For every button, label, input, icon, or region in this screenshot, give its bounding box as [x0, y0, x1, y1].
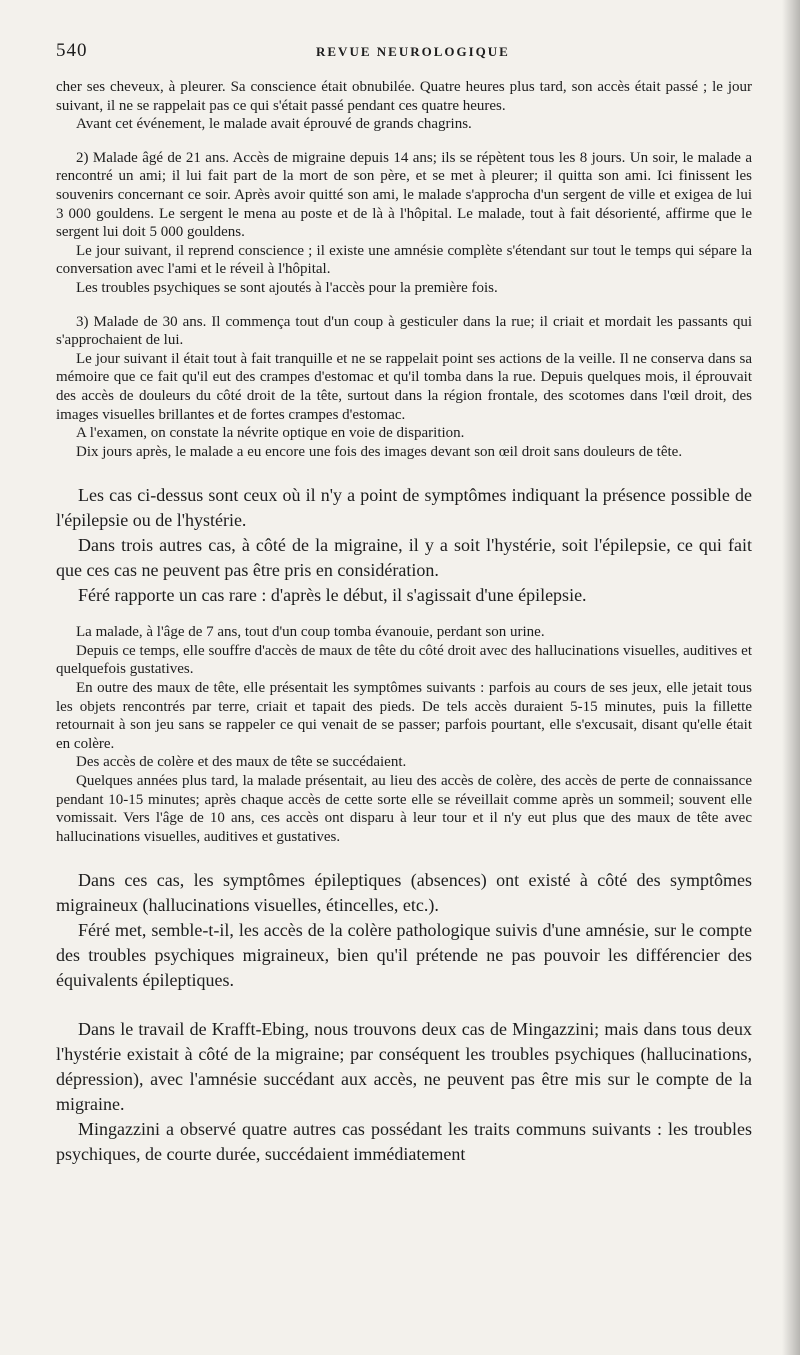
paragraph: Quelques années plus tard, la malade présentait, au lieu des accès de colère, des accès de perte de connaissance pendant 10-15 minutes; après chaque accès de cette sorte elle se réveillait comme après un sommeil; souvent elle vomissait. Vers l'âge de 10 ans, ces accès ont disparu à leur tour et il n'y eut plus que des maux de tête avec hallucinations visuelles, auditives et gustatives. [56, 773, 752, 845]
page-body [56, 78, 752, 1167]
paragraph: Féré met, semble-t-il, les accès de la colère pathologique suivis d'une amnésie, sur le compte des troubles psychiques migraineux, bien qu'il prétende ne pas pouvoir les différencier des équivalents épileptiques. [56, 920, 752, 991]
paragraph: 3) Malade de 30 ans. Il commença tout d'un coup à gesticuler dans la rue; il criait et mordait les passants qui s'approchaient de lui. [56, 313, 752, 349]
paragraph: Mingazzini a observé quatre autres cas possédant les traits communs suivants : les troubles psychiques, de courte durée, succédaient immédiatement [56, 1119, 752, 1165]
paragraph: Des accès de colère et des maux de tête se succédaient. [76, 754, 407, 771]
case-block-fere [56, 623, 752, 846]
paragraph: cher ses cheveux, à pleurer. Sa conscience était obnubilée. Quatre heures plus tard, son accès était passé ; le jour suivant, il ne se rappelait pas ce qui s'était passé pendant ces quatre heures. [56, 79, 752, 114]
page-edge-shadow [782, 0, 800, 1355]
case-block-1 [56, 78, 752, 461]
running-title: REVUE NEUROLOGIQUE [316, 44, 510, 59]
paragraph: Le jour suivant, il reprend conscience ; il existe une amnésie complète s'étendant sur tout le temps qui sépare la conversation avec l'ami et le réveil à l'hôpital. [56, 242, 752, 278]
paragraph: Le jour suivant il était tout à fait tranquille et ne se rappelait point ses actions de la veille. Il ne conserva dans sa mémoire que ce fait qu'il eut des crampes d'estomac et qu'il tomba dans la rue. Depuis quelques mois, il éprouvait des accès de douleurs du côté droit de la tête, surtout dans la région frontale, des scotomes dans l'œil droit, des images visuelles brillantes et de fortes crampes d'estomac. [56, 350, 752, 423]
paragraph: Dans ces cas, les symptômes épileptiques (absences) ont existé à côté des symptômes migraineux (hallucinations visuelles, étincelles, etc.). [56, 870, 752, 916]
paragraph: Dans le travail de Krafft-Ebing, nous trouvons deux cas de Mingazzini; mais dans tous deux l'hystérie existait à côté de la migraine; par conséquent les troubles psychiques (hallucinations, dépression), avec l'amnésie succédant aux accès, ne peuvent pas être mis sur le compte de la migraine. [56, 1019, 752, 1115]
paragraph: En outre des maux de tête, elle présentait les symptômes suivants : parfois au cours de ses jeux, elle jetait tous les objets rencontrés par terre, criait et tapait des pieds. De tels accès duraient 5-15 minutes, puis la fillette retournait à son jeu sans se rappeler ce qui venait de se passer; parfois pourtant, elle s'excusait, disant qu'elle était en colère. [56, 680, 752, 752]
commentary-block-2 [56, 868, 752, 1167]
paragraph: Les cas ci-dessus sont ceux où il n'y a point de symptômes indiquant la présence possible de l'épilepsie ou de l'hystérie. [56, 485, 752, 531]
commentary-block-1 [56, 483, 752, 608]
paragraph: Les troubles psychiques se sont ajoutés à l'accès pour la première fois. [76, 279, 498, 296]
paragraph: Depuis ce temps, elle souffre d'accès de maux de tête du côté droit avec des hallucinations visuelles, auditives et quelquefois gustatives. [56, 642, 752, 678]
page-number: 540 [56, 40, 88, 61]
paragraph: A l'examen, on constate la névrite optique en voie de disparition. [76, 425, 465, 442]
paragraph: Féré rapporte un cas rare : d'après le début, il s'agissait d'une épilepsie. [78, 585, 587, 606]
page-header [56, 40, 756, 64]
paragraph: Dans trois autres cas, à côté de la migraine, il y a soit l'hystérie, soit l'épilepsie, ce qui fait que ces cas ne peuvent pas être pris en considération. [56, 535, 752, 581]
paragraph: La malade, à l'âge de 7 ans, tout d'un coup tomba évanouie, perdant son urine. [76, 624, 545, 641]
paragraph: Avant cet événement, le malade avait éprouvé de grands chagrins. [76, 116, 472, 133]
paragraph: 2) Malade âgé de 21 ans. Accès de migraine depuis 14 ans; ils se répètent tous les 8 jours. Un soir, le malade a rencontré un ami; il lui fait part de la mort de son père, et se met à pleurer; il quitta son ami. Ici finissent les souvenirs concernant ce soir. Après avoir quitté son ami, le malade s'approcha d'un sergent de ville et exigea de lui 3 000 gouldens. Le sergent le mena au poste et de là à l'hôpital. Le malade, tout à fait désorienté, affirme que le sergent lui doit 5 000 gouldens. [56, 149, 752, 241]
paragraph: Dix jours après, le malade a eu encore une fois des images devant son œil droit sans douleurs de tête. [76, 443, 683, 460]
